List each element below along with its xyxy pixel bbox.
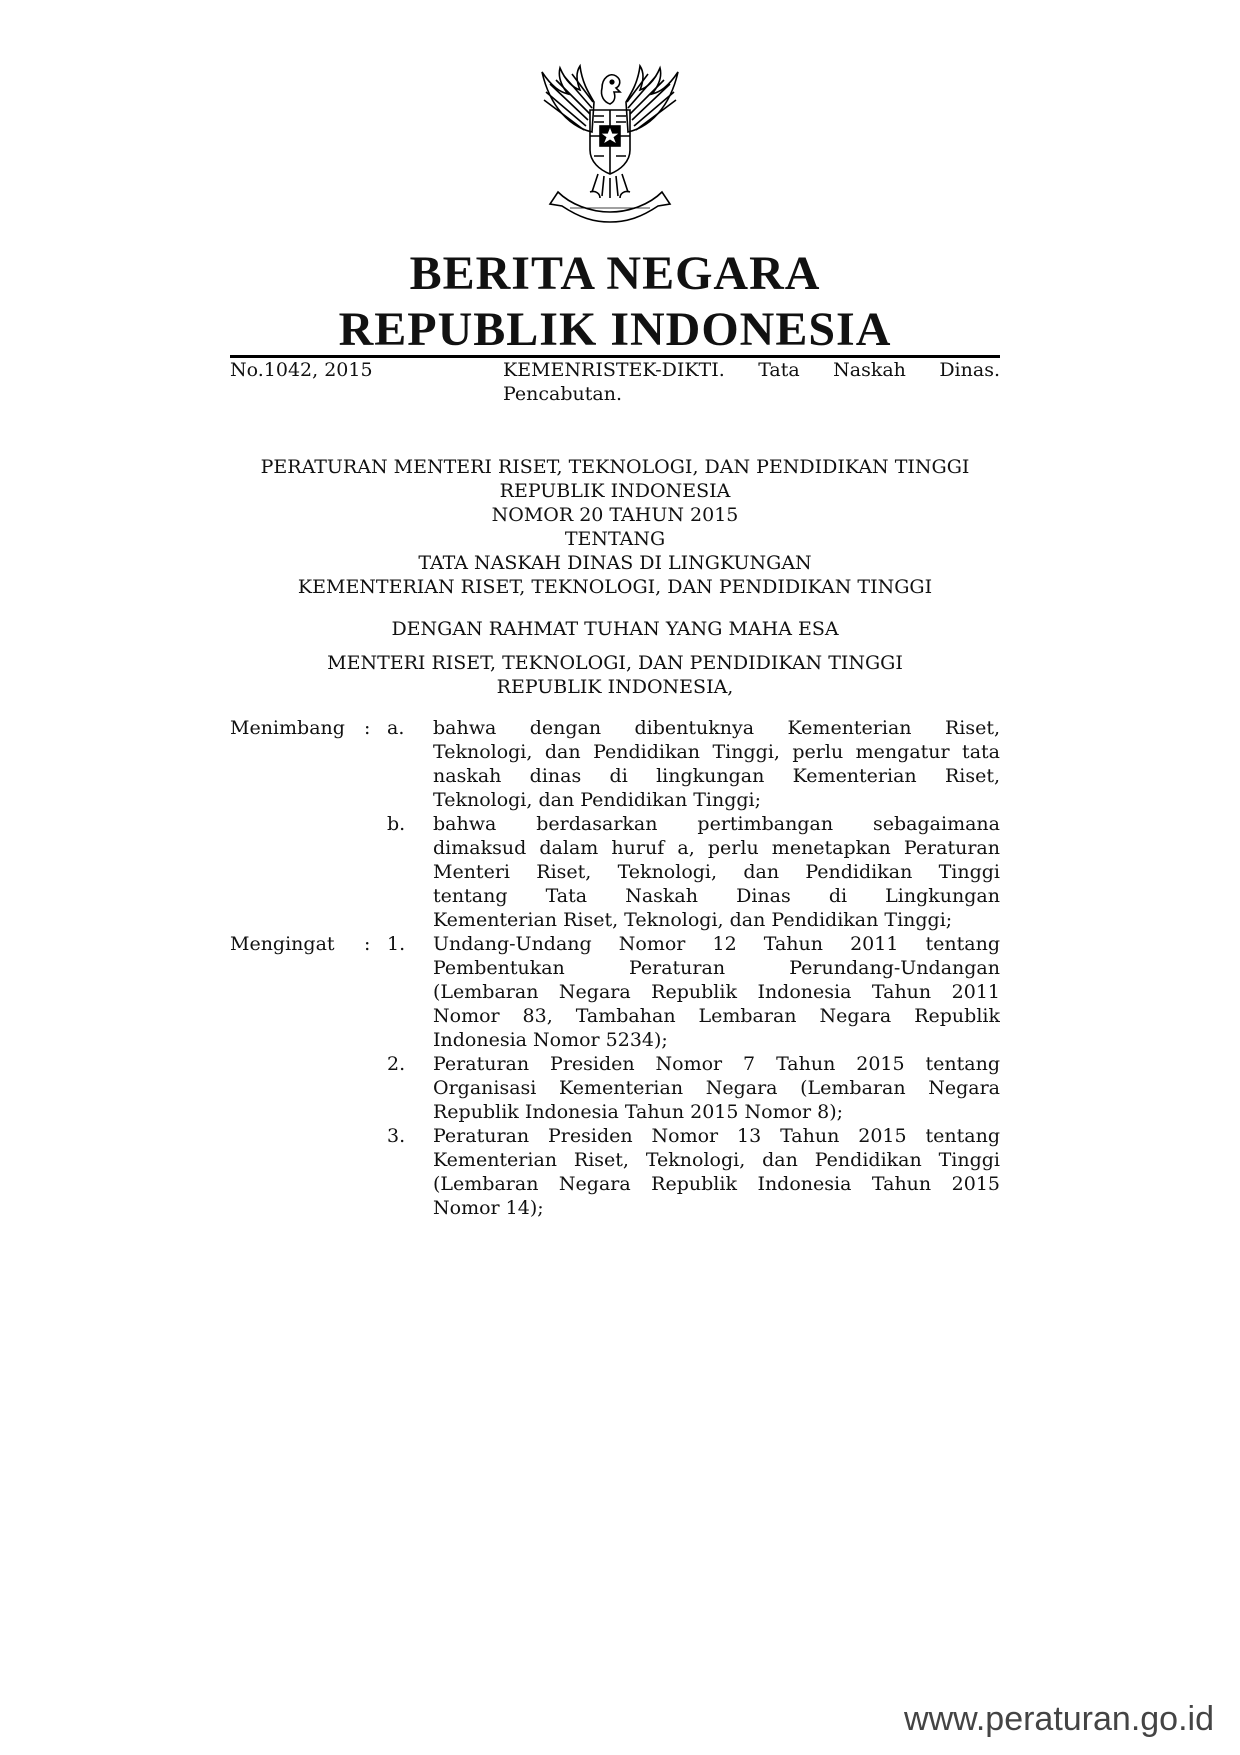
menimbang-a-line-3: naskah dinas di lingkungan Kementerian Riset,	[433, 765, 1000, 787]
menimbang-a-line-2: Teknologi, dan Pendidikan Tinggi, perlu mengatur tata	[433, 741, 1000, 763]
menimbang-label: Menimbang	[230, 717, 345, 739]
mengingat-1-line-3: (Lembaran Negara Republik Indonesia Tahun 2011	[433, 981, 1000, 1003]
mengingat-3-line-2: Kementerian Riset, Teknologi, dan Pendidikan Tinggi	[433, 1149, 1000, 1171]
mengingat-marker-1: 1.	[387, 933, 406, 955]
masthead-line-1: BERITA NEGARA	[409, 247, 821, 300]
menimbang-b-line-2: dimaksud dalam huruf a, perlu menetapkan Peraturan	[433, 837, 1000, 859]
mengingat-marker-3: 3.	[387, 1125, 406, 1147]
regulation-title-line-3: NOMOR 20 TAHUN 2015	[491, 504, 739, 526]
regulation-title-line-4: TENTANG	[564, 528, 666, 550]
menimbang-marker-b: b.	[387, 813, 406, 835]
mengingat-2-line-1: Peraturan Presiden Nomor 7 Tahun 2015 tentang	[433, 1053, 1000, 1075]
menimbang-b-line-5: Kementerian Riset, Teknologi, dan Pendidikan Tinggi;	[433, 909, 953, 931]
regulation-title-line-5: TATA NASKAH DINAS DI LINGKUNGAN	[418, 552, 812, 574]
menimbang-b-line-3: Menteri Riset, Teknologi, dan Pendidikan Tinggi	[433, 861, 1000, 883]
preamble-line-2: MENTERI RISET, TEKNOLOGI, DAN PENDIDIKAN TINGGI	[327, 652, 903, 674]
mengingat-2-line-3: Republik Indonesia Tahun 2015 Nomor 8);	[433, 1101, 844, 1123]
mengingat-label: Mengingat	[230, 933, 335, 955]
preamble-line-1: DENGAN RAHMAT TUHAN YANG MAHA ESA	[391, 618, 839, 640]
gazette-subject-line-1: KEMENRISTEK-DIKTI. Tata Naskah Dinas.	[503, 359, 1000, 381]
source-watermark: www.peraturan.go.id	[904, 1700, 1214, 1738]
mengingat-1-line-2: Pembentukan Peraturan Perundang-Undangan	[433, 957, 1000, 979]
gazette-number: No.1042, 2015	[230, 359, 373, 381]
regulation-title-line-1: PERATURAN MENTERI RISET, TEKNOLOGI, DAN PENDIDIKAN TINGGI	[260, 456, 970, 478]
mengingat-1-line-4: Nomor 83, Tambahan Lembaran Negara Republik	[433, 1005, 1000, 1027]
menimbang-b-line-1: bahwa berdasarkan pertimbangan sebagaimana	[433, 813, 1000, 835]
menimbang-a-line-1: bahwa dengan dibentuknya Kementerian Riset,	[433, 717, 1000, 739]
menimbang-b-line-4: tentang Tata Naskah Dinas di Lingkungan	[433, 885, 1000, 907]
mengingat-1-line-1: Undang-Undang Nomor 12 Tahun 2011 tentang	[433, 933, 1000, 955]
mengingat-3-line-4: Nomor 14);	[433, 1197, 544, 1219]
mengingat-3-line-3: (Lembaran Negara Republik Indonesia Tahun 2015	[433, 1173, 1000, 1195]
preamble-line-3: REPUBLIK INDONESIA,	[496, 676, 734, 698]
regulation-title-line-2: REPUBLIK INDONESIA	[499, 480, 731, 502]
menimbang-marker-a: a.	[387, 717, 405, 739]
masthead-line-2: REPUBLIK INDONESIA	[338, 303, 892, 356]
mengingat-3-line-1: Peraturan Presiden Nomor 13 Tahun 2015 tentang	[433, 1125, 1000, 1147]
menimbang-colon: :	[364, 717, 371, 739]
regulation-title-line-6: KEMENTERIAN RISET, TEKNOLOGI, DAN PENDIDIKAN TINGGI	[297, 576, 933, 598]
gazette-subject-line-2: Pencabutan.	[503, 383, 623, 405]
menimbang-a-line-4: Teknologi, dan Pendidikan Tinggi;	[433, 789, 762, 811]
garuda-emblem-icon	[530, 62, 690, 227]
mengingat-marker-2: 2.	[387, 1053, 406, 1075]
mengingat-colon: :	[364, 933, 371, 955]
mengingat-1-line-5: Indonesia Nomor 5234);	[433, 1029, 668, 1051]
mengingat-2-line-2: Organisasi Kementerian Negara (Lembaran Negara	[433, 1077, 1000, 1099]
